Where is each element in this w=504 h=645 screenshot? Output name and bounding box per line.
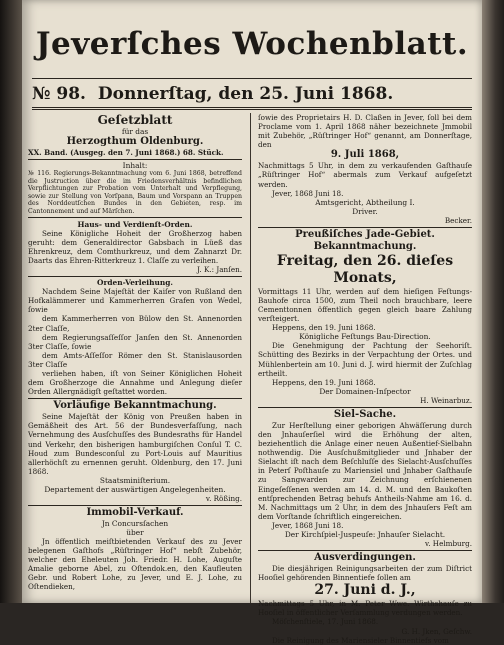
separator bbox=[258, 407, 472, 408]
immobil-text: Jn öffentlich meiſtbietenden Verkauf des zu Jever belegenen Gaſthofs „Rüſtringer Hof“ nebſt Zubehör, welcher den Eheleuten Joh. Friedr. H. Lohe, Auguſte Amalie geborne Abel, zu Oſtendok.en, den Kaufleuten Gebr. und Robert Lohe, zu Jever, und E. J. Lohe, zu Oſtendieken, bbox=[28, 537, 242, 592]
separator bbox=[258, 227, 472, 228]
issue-date: Donnerſtag, den 25. Juni 1868. bbox=[97, 84, 394, 104]
immobil-sub2: über bbox=[126, 528, 144, 537]
dateline-rule-2 bbox=[32, 109, 472, 110]
verkauf-date: 9. Juli 1868, bbox=[330, 149, 400, 161]
inhalt-heading: Inhalt: bbox=[122, 161, 148, 171]
gesetzblatt-band: XX. Band. (Ausgeg. den 7. Juni 1868.) 68. Stück. bbox=[28, 148, 224, 157]
preuss-subheading: Bekanntmachung. bbox=[313, 240, 417, 252]
preuss-place: Heppens, den 19. Juni 1868. bbox=[272, 323, 376, 333]
preuss-date: Freitag, den 26. dieſes Monats, bbox=[276, 252, 454, 286]
siel-sig-1: Der Kirchſpiel-Juspeuſe: Jnhauſer Sielacht. bbox=[284, 530, 446, 539]
book-spine-left bbox=[0, 0, 22, 603]
ausverd-sig: G. H. Jken, Geſchw. bbox=[401, 626, 472, 636]
issue-number: № 98. bbox=[32, 84, 86, 104]
separator bbox=[258, 550, 472, 551]
right-column bbox=[258, 113, 472, 645]
preuss-sig: Königliche Feſtungs Bau-Direction. bbox=[299, 332, 431, 342]
ordenverleihung-text-5: verliehen haben, iſt von Seiner Königlichen Hoheit dem Großherzoge die Annahme und Anlegung dieſer Orden Allergnädigſt geſtattet worden. bbox=[28, 368, 242, 397]
vorlaeufig-sig-3: v. Rößing. bbox=[205, 493, 242, 503]
ausverd-text-2: Nachmittags 5 Uhr, in M. Peter Wwe. Wirthshauſe zu Hooſiel in öffentlicher Verſammlung verdungen werden. bbox=[258, 599, 472, 618]
gesetzblatt-sub2: Herzogthum Oldenburg. bbox=[66, 136, 204, 147]
ordenverleihung-text-3: dem Regierungsaſſeſſor Janſen den St. Annenorden 3ter Claſſe, ſowie bbox=[28, 332, 242, 351]
preuss-sig-2: Der Domainen-Inſpector bbox=[319, 386, 411, 396]
ausverd-date: 27. Juni d. J., bbox=[314, 582, 416, 599]
vorlaeufig-heading: Vorläufige Bekanntmachung. bbox=[53, 400, 217, 412]
verkauf-sig-2: Driver. bbox=[352, 206, 378, 216]
issue-dateline bbox=[32, 84, 472, 104]
column-divider bbox=[250, 113, 251, 603]
masthead-title: Jeverſches Wochenblatt. bbox=[35, 26, 469, 62]
verkauf-sig-1: Amtsgericht, Abtheilung I. bbox=[315, 197, 415, 207]
verkauf-sig-3: Becker. bbox=[444, 215, 472, 225]
book-edge-right bbox=[482, 0, 504, 603]
verkauf-place: Jever, 1868 Juni 18. bbox=[272, 188, 344, 198]
siel-place: Jever, 1868 Juni 18. bbox=[272, 520, 344, 530]
last-text: Die Reinigung des Mariensieler Binnentiefs vom bbox=[272, 635, 449, 645]
preuss-text: Vormittags 11 Uhr, werden auf dem hieſigen Feſtungs-Bauhofe circa 1500, zum Theil noch brauchbare, leere Cementtonnen öffentlich gegen gleich baare Zahlung verſteigert. bbox=[258, 286, 472, 324]
gesetzblatt-sub1: für das bbox=[121, 127, 149, 136]
separator bbox=[28, 505, 242, 506]
immobil-sub: Jn Concursſachen bbox=[101, 519, 169, 528]
separator bbox=[28, 276, 242, 277]
vorlaeufig-text: Seine Majeſtät der König von Preußen haben in Gemäßheit des Art. 56 der Bundesverfaſſung, nach Vernehmung des Ausſchuſſes des Bundesraths für Handel und Verkehr, den bisherigen hamburgiſchen Conſul T. C. Houd zum Bundesconſul zu Port-Louis auf Mauritius allerhöchſt zu ernennen geruht. Oldenburg, den 17. Juni 1868. bbox=[28, 412, 242, 476]
verkauf-continuation: ſowie des Proprietairs H. D. Claßen in Jever, ſoll bei dem Proclame vom 1. April 1868 näher bezeichnete Jmmobil mit Zubehör, „Rüſtringer Hof“ genannt, am Donnerſtage, den bbox=[258, 113, 472, 150]
left-column bbox=[28, 113, 242, 603]
inhalt-box bbox=[28, 159, 242, 218]
preuss-heading: Preußiſches Jade-Gebiet. bbox=[295, 228, 435, 240]
dateline-rule-1 bbox=[32, 107, 472, 108]
orden-text: Seine Königliche Hoheit der Großherzog haben geruht: dem Generaldirector Gabsbach in Lüeß das Ehrenkreuz, dem Comthurkreuz, und dem Zahnarzt Dr. Daarts das Ehren-Ritterkreuz 1. Claſſe zu verleihen. bbox=[28, 228, 242, 265]
preuss-sig-3: H. Weinarbuz. bbox=[420, 395, 472, 405]
verkauf-text-2: Nachmittags 5 Uhr, in dem zu verkaufenden Gaſthauſe „Rüſtringer Hof“ abermals zum Verkauf aufgeſetzt werden. bbox=[258, 161, 472, 189]
siel-text: Zur Herſtellung einer geborigen Ahwäſſerung durch den Jnhauſerſiel wird die Erhöhung der alten, beziehentlich die Anlage einer neuen Außentief-Sielbahn nothwendig. Die Ausſchußmitglieder und Jnhaber der Sielacht iſt nach dem Beſchluſſe des Sielacht-Ausſchuſſes in Peterſ Poſthauſe zu Mariensiel und Jnhaber Gaſthauſe zu Sangwarden zur Zeichnung erſchienenen Eingeſeſſenen werden am 14. d. M. und den Baukoſten entſprechenden Betrag behufs Antheils-Nahme am 16. d. M. Nachmittags um 2 Uhr, in dem des Jnhauſers Feſt am dem Vorſtande ſchriftlich eingereichen. bbox=[258, 420, 472, 521]
separator bbox=[28, 398, 242, 399]
vorlaeufig-sig-1: Staatsminiſterium. bbox=[99, 475, 171, 485]
inhalt-text: № 116. Regierungs-Bekanntmachung vom 6. Juni 1868, betreffend die Justruction über die im Friedensverhältnis befindlichen Verpflichtungen zur Probation vom Unterhalt und Verpflegung, sowie zur Stellung von Vorſpann, Baum und Vorspann an Truppen des Norddeutſchen Bundes in den Gebieten, resp. im Cantonnement und auf Märſchen. bbox=[28, 170, 242, 216]
gesetzblatt-heading: Geſetzblatt bbox=[97, 113, 173, 127]
preuss-place-2: Heppens, den 19. Juni 1868. bbox=[272, 377, 376, 387]
ordenverleihung-text-1: Nachdem Seine Majeſtät der Kaiſer von Rußland den Hofkalämmerer und Kammerherren Grafen von Wedel, ſowie bbox=[28, 287, 242, 315]
preuss-text-2: Die Genehmigung der Pachtung der Seehoriſt. Schütting des Bezirks in der Verpachtung der Ortes. und Mühlenbertein am 10. Juni d. J. wird hiermit der Zuſchlag ertheilt. bbox=[258, 341, 472, 378]
vorlaeufig-sig-2: Departement der auswärtigen Angelegenheiten. bbox=[44, 484, 226, 494]
ordenverleihung-heading: Orden-Verleihung. bbox=[97, 278, 173, 288]
orden-signature: J. K.: Janſen. bbox=[197, 265, 242, 275]
siel-sig-2: v. Helmburg. bbox=[425, 539, 472, 548]
ordenverleihung-text-2: dem Kammerherren von Bülow den St. Annenorden 2ter Claſſe, bbox=[28, 314, 242, 333]
ausverd-place: Möſchenſtiele, 17. Juni 1868. bbox=[272, 617, 379, 627]
siel-heading: Siel-Sache. bbox=[333, 408, 397, 420]
ausverd-heading: Ausverdingungen. bbox=[314, 552, 416, 564]
masthead-rule bbox=[32, 78, 472, 79]
immobil-heading: Immobil-Verkauf. bbox=[86, 507, 184, 518]
ordenverleihung-text-4: dem Amts-Aſſeſſor Römer den St. Stanislausorden 3ter Claſſe bbox=[28, 350, 242, 369]
orden-heading: Haus- und Verdienſt-Orden. bbox=[77, 219, 193, 229]
newspaper-page bbox=[22, 0, 482, 645]
ausverd-text: Die diesjährigen Reinigungsarbeiten der zum Diſtrict Hooſiel gehörenden Binnentiefe ſollen am bbox=[258, 564, 472, 583]
